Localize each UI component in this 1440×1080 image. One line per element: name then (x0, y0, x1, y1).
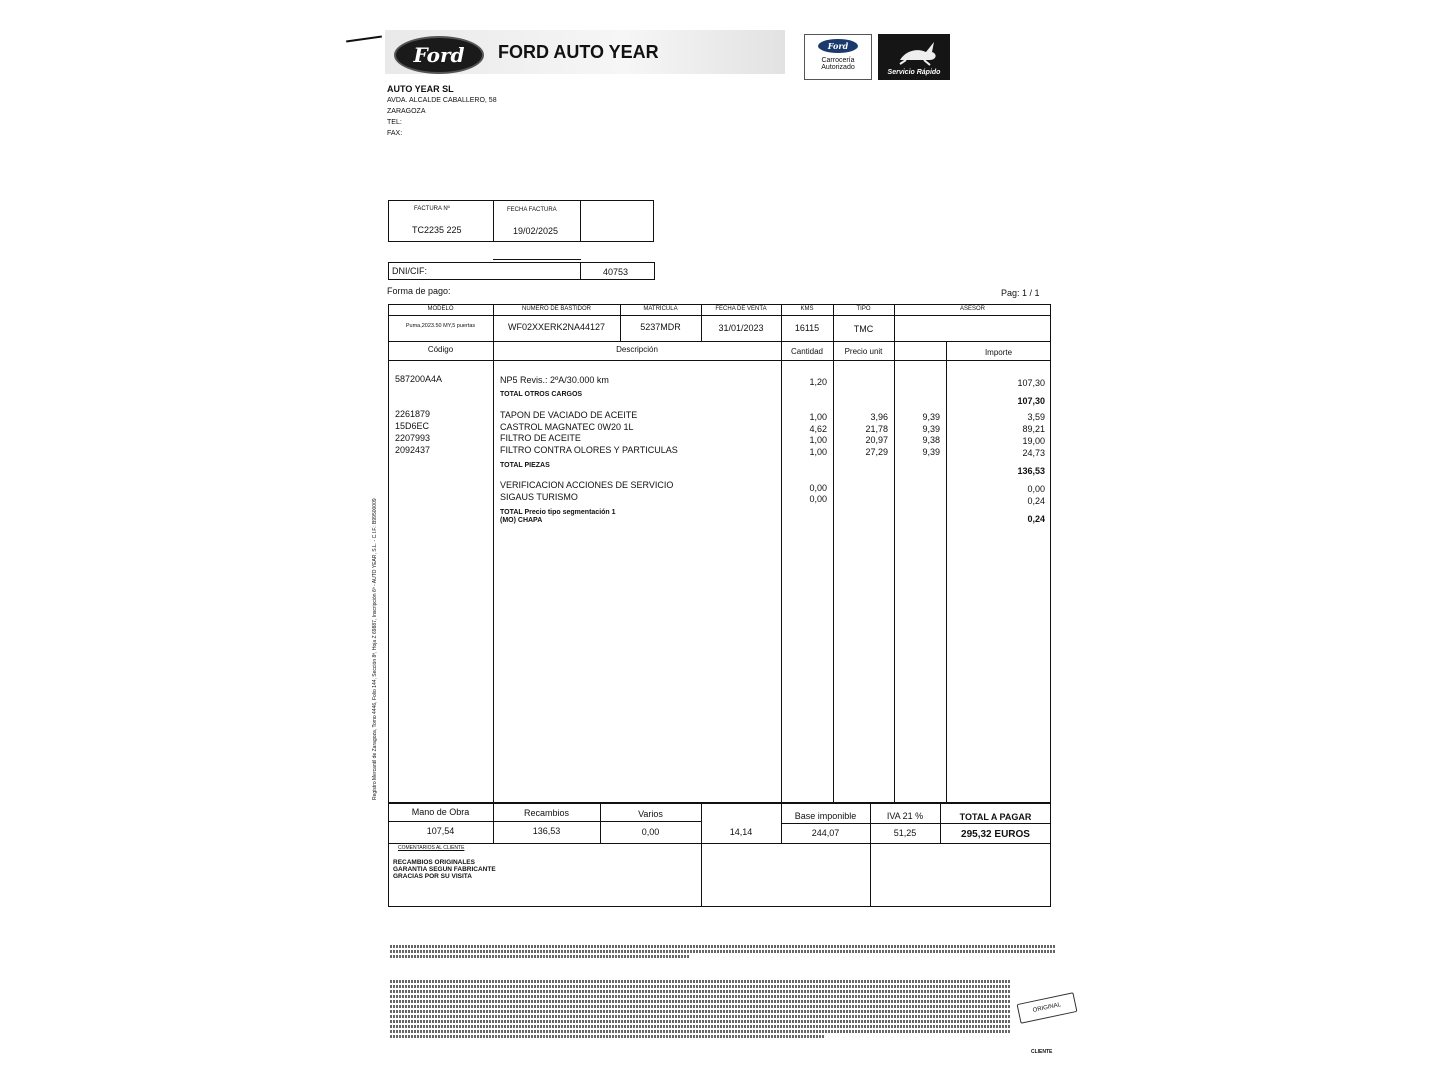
hare-icon (878, 34, 950, 68)
dni-label: DNI/CIF: (392, 266, 427, 276)
privacy-fine-print (390, 980, 1010, 1040)
lh-amount: Importe (984, 348, 1013, 357)
vh-bastidor: NÚMERO DE BASTIDOR (521, 306, 591, 312)
lh-price: Precio unit (844, 347, 883, 356)
comment-line: RECAMBIOS ORIGINALES (393, 859, 475, 866)
issuer-address: AVDA. ALCALDE CABALLERO, 58 (387, 97, 497, 104)
misc-label: Varios (638, 809, 663, 819)
line-discount: 9,38 (922, 435, 940, 445)
line-desc: FILTRO DE ACEITE (500, 433, 581, 443)
comment-line: GRACIAS POR SU VISITA (393, 873, 472, 880)
line-desc: TAPON DE VACIADO DE ACEITE (500, 410, 638, 420)
badge1-line1: Carrocería (821, 57, 855, 64)
vv-modelo: Puma,2023.50 MY,5 puertas (405, 323, 476, 329)
servicio-rapido-badge (878, 34, 950, 80)
line-price: 20,97 (865, 435, 888, 445)
grand-total-label: TOTAL A PAGAR (959, 812, 1032, 822)
parts-label: Recambios (523, 808, 570, 818)
vv-tipo: TMC (853, 324, 874, 334)
line-desc: CASTROL MAGNATEC 0W20 1L (500, 422, 634, 432)
line-amount: 0,24 (1027, 496, 1045, 506)
vv-fecha-venta: 31/01/2023 (718, 323, 764, 333)
line-amount: 0,00 (1027, 484, 1045, 494)
line-amount: 3,59 (1027, 412, 1045, 422)
total-parts: 136,53 (1017, 466, 1045, 476)
line-qty: 1,00 (809, 435, 827, 445)
line-qty: 1,20 (809, 377, 827, 387)
total-segment-label: TOTAL Precio tipo segmentación 1 (500, 509, 616, 516)
line-desc: SIGAUS TURISMO (500, 492, 578, 502)
misc2-total: 14,14 (729, 827, 753, 837)
lh-code: Código (427, 345, 454, 354)
line-code: 2261879 (395, 409, 431, 419)
payment-label: Forma de pago: (387, 286, 451, 296)
invoice-date-label: FECHA FACTURA (507, 207, 557, 213)
issuer-name: AUTO YEAR SL (387, 84, 454, 94)
line-qty: 1,00 (809, 412, 827, 422)
company-title: FORD AUTO YEAR (498, 42, 659, 62)
misc-total: 0,00 (641, 827, 660, 837)
vv-kms: 16115 (794, 323, 820, 333)
line-qty: 1,00 (809, 447, 827, 457)
vh-matricula: MATRÍCULA (643, 306, 678, 312)
dni-value: 40753 (603, 267, 629, 277)
registry-side-text: Registro Mercantil de Zaragoza, Tomo 4446, Folio 144, Sección 8ª, Hoja Z 69887, Inscripción 6ª - AUTO YEAR, S.L. - C.I.F.: B99500009 (372, 498, 378, 800)
invoice-number: TC2235 225 (412, 225, 462, 235)
ford-logo-text: Ford (413, 43, 465, 67)
line-price: 27,29 (865, 447, 888, 457)
line-code: 2207993 (395, 433, 431, 443)
base-label: Base imponible (794, 811, 857, 821)
iva-total: 51,25 (893, 828, 917, 838)
line-qty: 0,00 (809, 483, 827, 493)
parts-total: 136,53 (532, 826, 561, 836)
vh-asesor: ASESOR (959, 306, 985, 312)
page-indicator: Pag: 1 / 1 (1001, 288, 1040, 298)
line-code: 587200A4A (395, 374, 443, 384)
line-qty: 4,62 (809, 424, 827, 434)
carroceria-badge (804, 34, 872, 80)
line-code: 2092437 (395, 445, 431, 455)
document-stamp: ORIGINAL (1017, 992, 1078, 1024)
badge1-line2: Autorizado (821, 64, 855, 71)
line-qty: 0,00 (809, 494, 827, 504)
issuer-city: ZARAGOZA (387, 108, 426, 115)
total-segment: 0,24 (1027, 514, 1045, 524)
total-other-charges-label: TOTAL OTROS CARGOS (500, 391, 583, 398)
vh-fecha-venta: FECHA DE VENTA (715, 306, 767, 312)
issuer-tel: TEL: (387, 119, 402, 126)
invoice-number-label: FACTURA Nº (414, 206, 450, 212)
badge2-text: Servicio Rápido (887, 69, 941, 76)
warranty-fine-print (390, 945, 1055, 960)
line-discount: 9,39 (922, 447, 940, 457)
grand-total: 295,32 EUROS (961, 829, 1030, 840)
labor-label: Mano de Obra (411, 807, 470, 817)
badge-ford-logo: Ford (818, 39, 858, 53)
comment-line: GARANTIA SEGUN FABRICANTE (393, 866, 496, 873)
line-desc: FILTRO CONTRA OLORES Y PARTICULAS (500, 445, 678, 455)
lh-qty: Cantidad (790, 347, 824, 356)
comments-label: COMENTARIOS AL CLIENTE (398, 845, 465, 851)
copy-label: CLIENTE (1031, 1049, 1053, 1055)
invoice-date: 19/02/2025 (513, 226, 559, 236)
total-segment-sublabel: (MO) CHAPA (500, 517, 543, 524)
line-price: 21,78 (865, 424, 888, 434)
base-total: 244,07 (811, 828, 840, 838)
line-code: 15D6EC (395, 421, 430, 431)
lines-table (388, 341, 1051, 803)
vv-bastidor: WF02XXERK2NA44127 (507, 322, 606, 332)
line-desc: NP5 Revis.: 2ºA/30.000 km (500, 375, 609, 385)
labor-total: 107,54 (426, 826, 455, 836)
vh-modelo: MODELO (427, 306, 454, 312)
line-discount: 9,39 (922, 424, 940, 434)
line-desc: VERIFICACION ACCIONES DE SERVICIO (500, 480, 674, 490)
vh-kms: KMS (800, 306, 814, 312)
line-amount: 24,73 (1022, 448, 1045, 458)
line-amount: 107,30 (1017, 378, 1045, 388)
issuer-fax: FAX: (387, 130, 403, 137)
vh-tipo: TIPO (856, 306, 871, 312)
vv-matricula: 5237MDR (640, 322, 681, 332)
line-amount: 89,21 (1022, 424, 1045, 434)
iva-label: IVA 21 % (886, 811, 924, 821)
total-other-charges: 107,30 (1017, 396, 1045, 406)
lh-desc: Descripción (616, 345, 658, 354)
line-amount: 19,00 (1022, 436, 1045, 446)
total-parts-label: TOTAL PIEZAS (500, 462, 550, 469)
ford-logo (394, 36, 484, 74)
pen-mark (346, 36, 382, 43)
line-price: 3,96 (870, 412, 888, 422)
line-discount: 9,39 (922, 412, 940, 422)
